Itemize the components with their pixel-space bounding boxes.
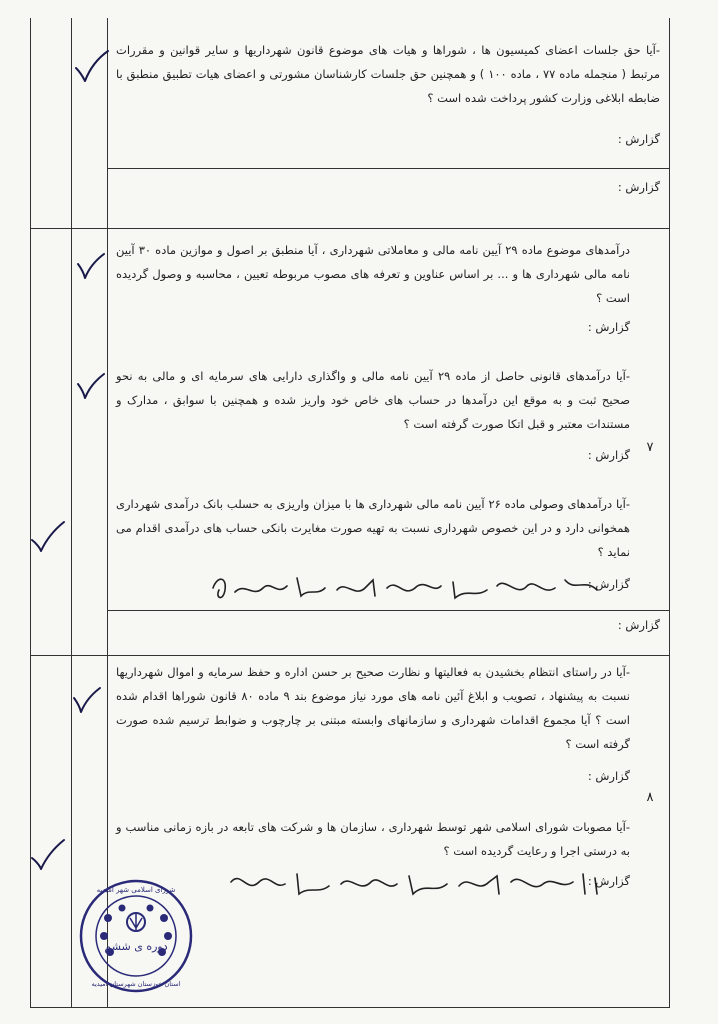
question-text: -آیا درآمدهای وصولی ماده ۲۶ آیین نامه مالی شهرداری ها با میزان واریزی به حسلب بانک درآمدی شهرداری همخوانی دارد و در این خصوص شهرداری نسبت به تهیه صورت مغایرت بانکی حساب های درآمدی اقدام می نماید ؟: [116, 497, 630, 559]
row-separator: [107, 168, 669, 169]
column-divider-check: [107, 18, 108, 1007]
report-label: گزارش :: [617, 618, 660, 632]
checkmark-icon: [72, 48, 112, 84]
question-text: -آیا مصوبات شورای اسلامی شهر توسط شهرداری ، سازمان ها و شرکت های تابعه در بازه زمانی مناسب و به درستی اجرا و رعایت گردیده است ؟: [116, 820, 630, 858]
seal-top-text: شورای اسلامی شهر امیدیه: [96, 886, 176, 894]
row-separator: [31, 228, 669, 229]
row-number: ۸: [646, 790, 654, 805]
question-text: -آیا درآمدهای قانونی حاصل از ماده ۲۹ آیین نامه مالی و واگذاری دارایی های سرمایه ای و مالی به نحو صحیح ثبت و به موقع این درآمدها در حساب های خاص خود واریز شده و همچنین با سوابق ، مدارک و مستندات معتبر و قبل اتکا صورت گرفته است ؟: [116, 369, 630, 431]
row-number: ۷: [646, 440, 654, 455]
official-seal-stamp: [78, 878, 194, 994]
report-label: گزارش :: [587, 577, 630, 591]
seal-bottom-text: استان خوزستان شهرستان امیدیه: [91, 980, 181, 988]
question-text: -آیا در راستای انتظام بخشیدن به فعالیتها و نظارت صحیح بر حسن اداره و حفظ سرمایه و اموال شهرداریها نسبت به پیشنهاد ، تصویب و ابلاغ آئین نامه های مورد نیاز موضوع بند ۹ ماده ۸۰ قانون شوراها اقدام شده است ؟ آیا مجموع اقدامات شهرداری و سازمانهای وابسته مبتنی بر چارچوب و ضوابط ترسیم شده صورت گرفته است ؟: [116, 665, 630, 751]
handwritten-note: [225, 864, 610, 904]
seal-middle-text: دوره ی ششم: [104, 940, 168, 953]
report-label: گزارش :: [617, 180, 660, 194]
report-label: گزارش :: [587, 874, 630, 888]
checkmark-icon: [68, 682, 108, 718]
report-label: گزارش :: [587, 320, 630, 334]
question-text: درآمدهای موضوع ماده ۲۹ آیین نامه مالی و معاملاتی شهرداری ، آیا منطبق بر اصول و موازین ماده ۳۰ آیین نامه مالی شهرداری ها و ... بر اساس عناوین و تعرفه های مصوب مربوطه تعیین ، محاسبه و وصول گردیده است ؟: [116, 243, 630, 305]
row-separator: [107, 610, 669, 611]
checkmark-icon: [28, 836, 68, 872]
report-label: گزارش :: [617, 132, 660, 146]
checkmark-icon: [72, 248, 112, 284]
handwritten-note: [205, 568, 605, 608]
checkmark-icon: [28, 518, 68, 554]
row-separator: [31, 655, 669, 656]
report-label: گزارش :: [587, 769, 630, 783]
question-text: -آیا حق جلسات اعضای کمیسیون ها ، شوراها و هیات های موضوع قانون شهرداریها و سایر قوانین و مقررات مرتبط ( منجمله ماده ۷۷ ، ماده ۱۰۰ ) و همچنین حق جلسات کارشناسان مشورتی و اعضای هیات تطبیق منطبق با ضابطه ابلاغی وزارت کشور پرداخت شده است ؟: [116, 43, 660, 105]
column-divider-number: [71, 18, 72, 1007]
report-label: گزارش :: [587, 448, 630, 462]
checkmark-icon: [72, 368, 112, 404]
